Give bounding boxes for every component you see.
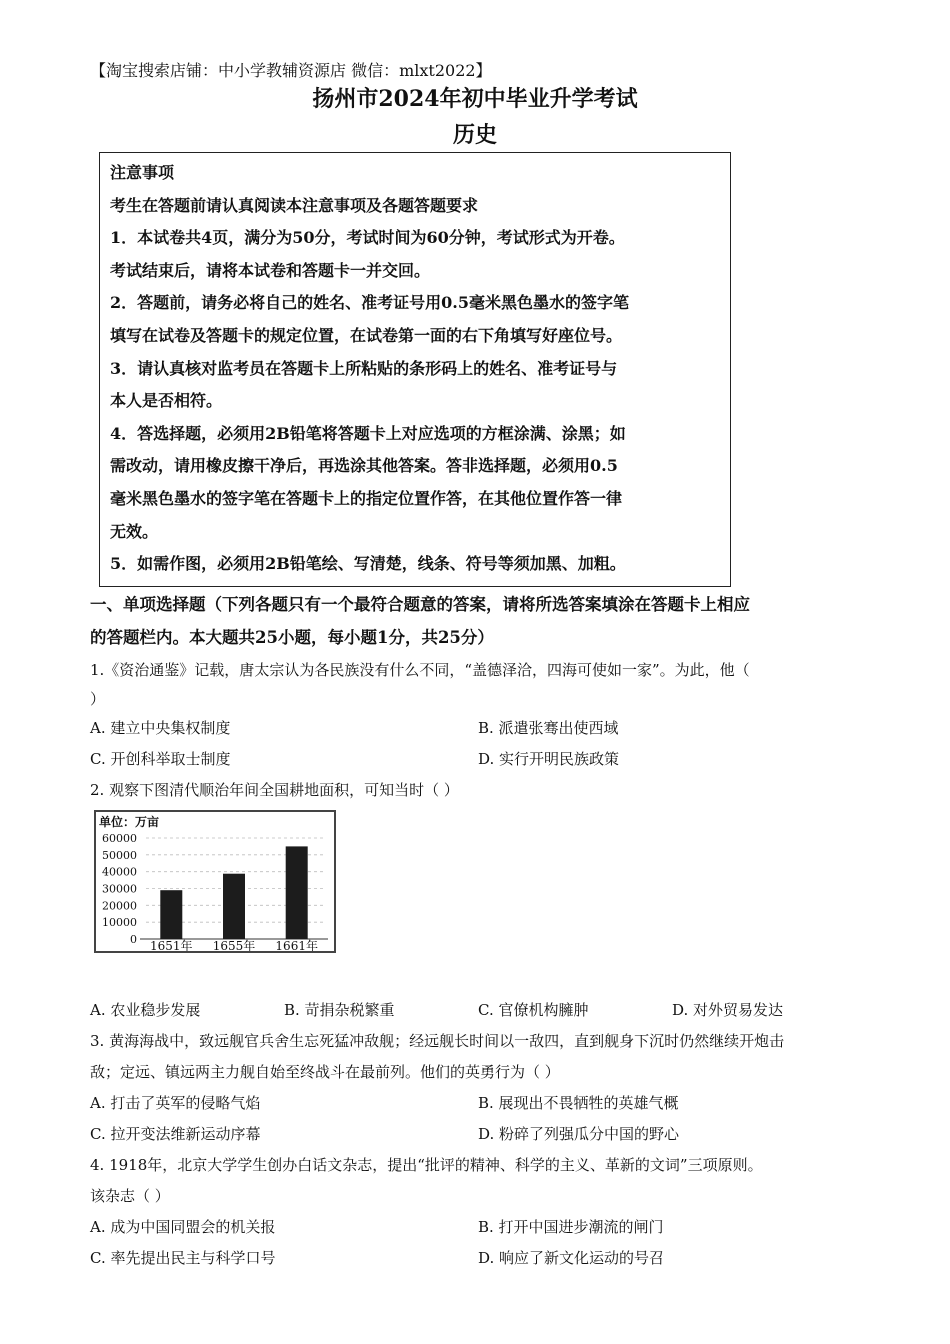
q4-option-d: D. 响应了新文化运动的号召 xyxy=(478,1249,665,1267)
q1-option-c: C. 开创科举取士制度 xyxy=(90,750,231,768)
notice-line: 2．答题前，请务必将自己的姓名、准考证号用0.5毫米黑色墨水的签字笔 xyxy=(110,293,629,313)
notice-line: 考试结束后，请将本试卷和答题卡一并交回。 xyxy=(110,260,431,280)
x-tick-label: 1655年 xyxy=(212,939,256,951)
q4-option-b: B. 打开中国进步潮流的闸门 xyxy=(478,1218,664,1236)
q2-option-b: B. 苛捐杂税繁重 xyxy=(284,1001,395,1019)
q3-option-d: D. 粉碎了列强瓜分中国的野心 xyxy=(478,1125,680,1143)
q3-option-c: C. 拉开变法维新运动序幕 xyxy=(90,1125,261,1143)
y-tick-label: 20000 xyxy=(102,899,137,913)
notice-line: 填写在试卷及答题卡的规定位置，在试卷第一面的右下角填写好座位号。 xyxy=(110,325,623,345)
farmland-bar-chart xyxy=(94,810,336,953)
notice-line: 本人是否相符。 xyxy=(110,391,223,411)
chart-unit-label: 单位：万亩 xyxy=(99,815,160,829)
q2-option-c: C. 官僚机构臃肿 xyxy=(478,1001,589,1019)
y-tick-label: 30000 xyxy=(102,882,137,896)
section-heading-line1: 一、单项选择题（下列各题只有一个最符合题意的答案，请将所选答案填涂在答题卡上相应 xyxy=(90,595,750,614)
q1-option-a: A. 建立中央集权制度 xyxy=(90,719,231,737)
y-tick-label: 60000 xyxy=(102,832,137,845)
notice-line: 3．请认真核对监考员在答题卡上所粘贴的条形码上的姓名、准考证号与 xyxy=(110,358,618,378)
question-1-stem: 1.《资治通鉴》记载，唐太宗认为各民族没有什么不同，“盖德泽洽，四海可使如一家”。为此，他（ xyxy=(90,661,750,679)
subject-title: 历史 xyxy=(452,122,497,148)
bar-1661年 xyxy=(286,846,308,939)
q4-option-c: C. 率先提出民主与科学口号 xyxy=(90,1249,276,1267)
section-heading-line2: 的答题栏内。本大题共25小题，每小题1分，共25分） xyxy=(90,628,494,647)
y-tick-label: 10000 xyxy=(102,916,137,930)
y-tick-label: 50000 xyxy=(102,848,137,862)
question-4-stem: 4. 1918年，北京大学学生创办白话文杂志，提出“批评的精神、科学的主义、革新的文词”三项原则。 xyxy=(90,1156,763,1174)
notice-line: 无效。 xyxy=(110,521,159,541)
notice-box xyxy=(99,152,731,587)
q1-option-b: B. 派遣张骞出使西域 xyxy=(478,719,619,737)
q1-option-d: D. 实行开明民族政策 xyxy=(478,750,620,768)
notice-line: 4．答选择题，必须用2B铅笔将答题卡上对应选项的方框涂满、涂黑；如 xyxy=(110,423,626,443)
q3-option-b: B. 展现出不畏牺牲的英雄气概 xyxy=(478,1094,679,1112)
y-tick-label: 40000 xyxy=(102,865,137,879)
question-4-stem-cont: 该杂志（ ） xyxy=(90,1187,170,1205)
notice-line: 毫米黑色墨水的签字笔在答题卡上的指定位置作答，在其他位置作答一律 xyxy=(110,488,623,508)
question-3-stem: 3. 黄海海战中，致远舰官兵舍生忘死猛冲敌舰；经远舰长时间以一敌四，直到舰身下沉时仍然继续开炮击 xyxy=(90,1032,785,1050)
q4-option-a: A. 成为中国同盟会的机关报 xyxy=(90,1218,276,1236)
chart-canvas xyxy=(96,812,334,951)
question-1-stem-cont: ） xyxy=(90,690,106,708)
notice-line: 需改动，请用橡皮擦干净后，再选涂其他答案。答非选择题，必须用0.5 xyxy=(110,456,618,476)
x-tick-label: 1651年 xyxy=(150,939,193,951)
notice-line: 5．如需作图，必须用2B铅笔绘、写清楚，线条、符号等须加黑、加粗。 xyxy=(110,554,626,574)
q3-option-a: A. 打击了英军的侵略气焰 xyxy=(90,1094,261,1112)
question-3-stem-cont: 敌；定远、镇远两主力舰自始至终战斗在最前列。他们的英勇行为（ ） xyxy=(90,1063,560,1081)
question-2-stem: 2. 观察下图清代顺治年间全国耕地面积，可知当时（ ） xyxy=(90,781,459,799)
banner: 【淘宝搜索店铺：中小学教辅资源店 微信：mlxt2022】 xyxy=(90,61,492,80)
notice-intro: 考生在答题前请认真阅读本注意事项及各题答题要求 xyxy=(110,195,479,215)
bar-1651年 xyxy=(160,890,182,939)
notice-heading: 注意事项 xyxy=(110,163,175,182)
notice-line: 1．本试卷共4页，满分为50分，考试时间为60分钟，考试形式为开卷。 xyxy=(110,228,625,248)
q2-option-d: D. 对外贸易发达 xyxy=(672,1001,784,1019)
bar-1655年 xyxy=(223,874,245,939)
exam-title: 扬州市2024年初中毕业升学考试 xyxy=(312,86,638,112)
x-tick-label: 1661年 xyxy=(275,939,318,951)
y-tick-label: 0 xyxy=(130,933,137,946)
q2-option-a: A. 农业稳步发展 xyxy=(90,1001,201,1019)
